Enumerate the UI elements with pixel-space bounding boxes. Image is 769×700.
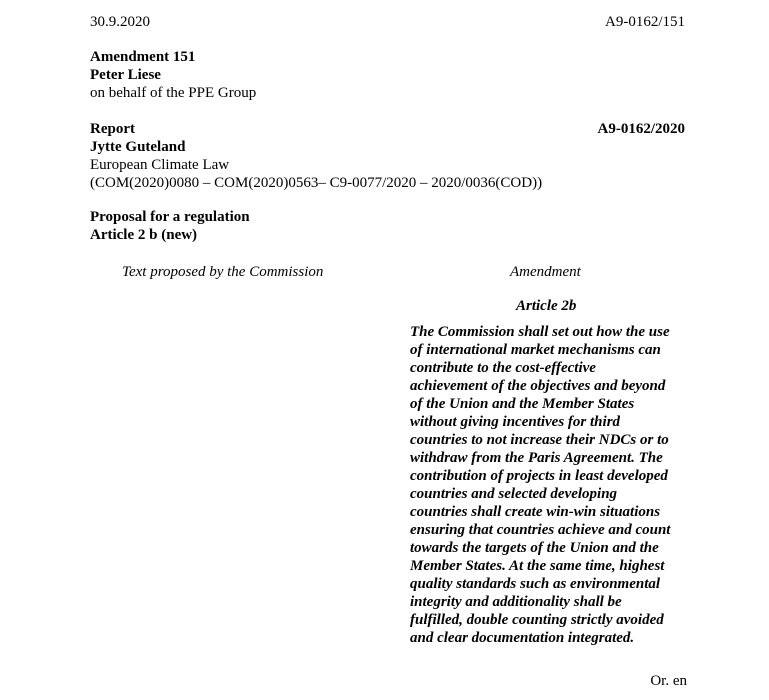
amendment-group: on behalf of the PPE Group: [90, 85, 257, 101]
amendment-text-line: ensuring that countries achieve and count: [410, 522, 671, 538]
original-language: Or. en: [650, 673, 687, 689]
proposal-type: Proposal for a regulation: [90, 209, 250, 225]
amendment-text-line: integrity and additionality shall be: [410, 594, 622, 610]
amendment-text-line: quality standards such as environmental: [410, 576, 661, 592]
report-rapporteur: Jytte Guteland: [90, 139, 186, 155]
amendment-text-line: fulfilled, double counting strictly avoided: [410, 612, 664, 628]
report-label: Report: [90, 121, 135, 137]
amendment-text-line: The Commission shall set out how the use: [410, 324, 670, 340]
amendment-title: Amendment 151: [90, 49, 196, 65]
commission-text-heading: Text proposed by the Commission: [122, 264, 324, 280]
amendment-text-line: of international market mechanisms can: [410, 342, 661, 358]
amendment-header: [90, 48, 256, 102]
amendment-text-line: Member States. At the same time, highest: [410, 558, 665, 574]
amendment-text-line: achievement of the objectives and beyond: [410, 378, 666, 394]
amendment-text-line: countries and selected developing: [410, 486, 618, 502]
amendment-text-line: countries to not increase their NDCs or to: [410, 432, 669, 448]
amendment-text-line: countries shall create win-win situations: [410, 504, 661, 520]
document-date: 30.9.2020: [90, 14, 150, 30]
amendment-text-line: contribute to the cost-effective: [410, 360, 596, 376]
report-subject: European Climate Law: [90, 157, 230, 173]
amendment-text-line: without giving incentives for third: [410, 414, 621, 430]
amendment-text-line: withdraw from the Paris Agreement. The: [410, 450, 663, 466]
amendment-body-text: [410, 323, 695, 647]
amendment-author: Peter Liese: [90, 67, 161, 83]
amendment-article-title: Article 2b: [516, 298, 577, 314]
amendment-text-line: towards the targets of the Union and the: [410, 540, 659, 556]
amendment-column-heading: Amendment: [510, 264, 581, 280]
report-info: [90, 120, 542, 192]
proposal-article: Article 2 b (new): [90, 227, 198, 243]
report-reference: A9-0162/2020: [597, 121, 685, 137]
amendment-text-line: contribution of projects in least developed: [410, 468, 668, 484]
report-procedure: (COM(2020)0080 – COM(2020)0563– C9-0077/2020 – 2020/0036(COD)): [90, 175, 543, 191]
amendment-text-line: and clear documentation integrated.: [410, 630, 635, 646]
amendment-text-line: of the Union and the Member States: [410, 396, 635, 412]
amendment-reference: A9-0162/151: [605, 14, 685, 30]
proposal-info: [90, 208, 250, 244]
